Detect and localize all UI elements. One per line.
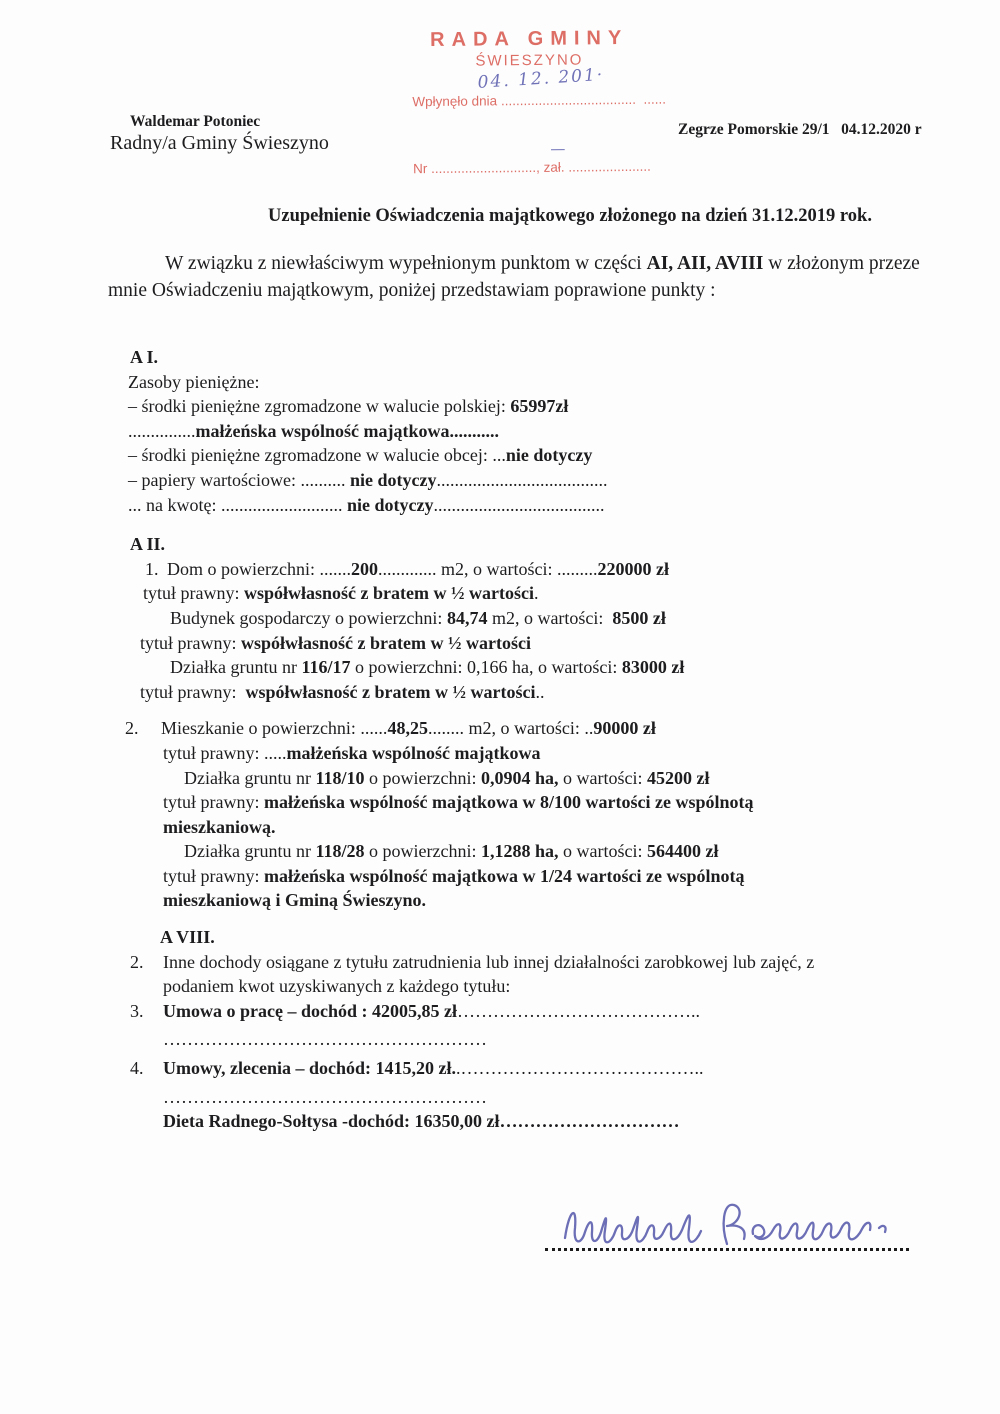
- text-segment: o powierzchni:: [364, 841, 481, 862]
- doc-line: [170, 655, 950, 680]
- text-segment: tytuł prawny:: [140, 632, 241, 653]
- text-segment: …………………………………..: [456, 1000, 700, 1021]
- text-segment: Działka gruntu nr: [184, 767, 316, 788]
- document-title: Uzupełnienie Oświadczenia majątkowego złożonego na dzień 31.12.2019 rok.: [268, 206, 872, 226]
- text-segment: ........ m2, o wartości: ..: [427, 718, 594, 739]
- text-segment: ………………………………………………: [163, 1029, 487, 1050]
- text-segment: nie dotyczy: [505, 445, 593, 466]
- doc-line: [184, 766, 950, 791]
- declarant-block: [110, 113, 329, 155]
- item-number: 4.: [130, 1058, 144, 1079]
- doc-line: [163, 1109, 950, 1134]
- item-number: 1.: [145, 558, 159, 579]
- text-segment: Dom o powierzchni: .......: [167, 558, 351, 579]
- doc-line: [128, 419, 950, 444]
- text-segment: 65997zł: [510, 396, 569, 417]
- doc-line: [163, 1085, 950, 1110]
- text-segment: 83000 zł: [621, 657, 685, 678]
- text-segment: Umowy, zlecenia – dochód: 1415,20 zł.: [163, 1058, 456, 1079]
- text-segment: tytuł prawny:: [140, 681, 246, 702]
- text-segment: ......................................: [433, 494, 605, 515]
- text-segment: nie dotyczy: [346, 494, 434, 515]
- text-segment: Inne dochody osiągane z tytułu zatrudnienia lub innej działalności zarobkowej lub zajęć, z: [163, 951, 815, 972]
- doc-line: [184, 839, 950, 864]
- item-number: 2.: [130, 951, 144, 972]
- signature-area: [545, 1196, 911, 1256]
- stamp-received-label: Wpłynęło dnia .................................... ......: [412, 91, 667, 110]
- doc-line: [163, 815, 950, 840]
- declarant-name: Waldemar Potoniec: [130, 113, 261, 130]
- text-segment: m2, o wartości:: [487, 607, 613, 628]
- text-segment: 84,74: [446, 607, 488, 628]
- text-segment: współwłasność z bratem w ½ wartości: [241, 632, 531, 653]
- text-segment: podaniem kwot uzyskiwanych z każdego tytułu:: [163, 976, 511, 997]
- text-segment: o wartości:: [558, 767, 647, 788]
- doc-line: [130, 950, 950, 975]
- stamp-nr-label: Nr ............................, zał. ......................: [412, 158, 651, 177]
- section-heading: [160, 925, 950, 950]
- text-segment: o powierzchni:: [364, 767, 481, 788]
- handwritten-signature: [551, 1194, 905, 1254]
- item-number: 3.: [130, 1000, 144, 1021]
- doc-line: [128, 493, 950, 518]
- stamp-nr-line: [390, 139, 671, 207]
- text-segment: ...............: [128, 420, 196, 441]
- text-segment: …………………………: [499, 1111, 680, 1132]
- doc-line: [143, 581, 950, 606]
- text-segment: 90000 zł: [593, 718, 656, 739]
- text-segment: 48,25: [387, 718, 428, 739]
- place-and-date: Zegrze Pomorskie 29/1 04.12.2020 r: [678, 121, 922, 138]
- doc-line: [128, 394, 950, 419]
- text-segment: nie dotyczy: [349, 469, 437, 490]
- text-segment: – środki pieniężne zgromadzone w walucie obcej: ...: [128, 445, 506, 466]
- text-segment: ..: [535, 681, 545, 702]
- text-segment: Budynek gospodarczy o powierzchni:: [170, 607, 447, 628]
- text-segment: o wartości:: [558, 841, 647, 862]
- text-segment: ......................................: [436, 469, 608, 490]
- text-segment: tytuł prawny:: [143, 583, 244, 604]
- item-number: 2.: [125, 718, 139, 739]
- text-segment: ............. m2, o wartości: .........: [377, 558, 598, 579]
- stamp-org-name: RADA GMINY: [430, 26, 629, 52]
- text-segment: 116/17: [301, 657, 351, 678]
- text-segment: 45200 zł: [646, 767, 710, 788]
- text-segment: 220000 zł: [597, 558, 669, 579]
- doc-line: [145, 557, 950, 582]
- doc-line: [125, 716, 950, 741]
- section-heading: [130, 532, 950, 557]
- text-segment: małżeńska wspólność majątkowa...........: [195, 420, 500, 441]
- doc-line: [128, 468, 950, 493]
- text-segment: Dieta Radnego-Sołtysa -dochód: 16350,00 zł: [163, 1111, 500, 1132]
- doc-line: [128, 443, 950, 468]
- doc-line: [140, 680, 950, 705]
- document-body: [110, 345, 950, 1134]
- doc-line: [163, 864, 950, 889]
- text-segment: Działka gruntu nr: [184, 841, 316, 862]
- declarant-role: Radny/a Gminy Świeszyno: [110, 132, 329, 154]
- doc-line: [163, 790, 950, 815]
- intro-paragraph: [108, 250, 926, 304]
- text-segment: mieszkaniową i Gminą Świeszyno.: [163, 890, 427, 911]
- text-segment: ………………………………………………: [163, 1086, 487, 1107]
- doc-line: [163, 888, 950, 913]
- text-segment: 8500 zł: [612, 607, 666, 628]
- handwritten-date: 04. 12. 201·: [477, 64, 605, 93]
- text-segment: – środki pieniężne zgromadzone w walucie polskiej:: [128, 396, 511, 417]
- text-segment: – papiery wartościowe: ..........: [128, 469, 350, 490]
- doc-line: [163, 974, 950, 999]
- text-segment: W związku z niewłaściwym wypełnionym punktom w części: [165, 253, 647, 274]
- text-segment: 118/28: [315, 841, 365, 862]
- text-segment: małżeńska wspólność majątkowa: [286, 742, 541, 763]
- text-segment: Zasoby pieniężne:: [128, 371, 260, 392]
- text-segment: małżeńska wspólność majątkowa w 1/24 wartości ze wspólnotą: [264, 865, 745, 886]
- doc-line: [163, 741, 950, 766]
- doc-line: [128, 370, 950, 395]
- doc-line: [140, 631, 950, 656]
- text-segment: A VIII.: [160, 927, 215, 948]
- text-segment: współwłasność z bratem w ½ wartości: [244, 583, 534, 604]
- text-segment: 200: [350, 558, 378, 579]
- text-segment: ... na kwotę: ...........................: [128, 494, 347, 515]
- handwritten-dash: —: [550, 139, 566, 158]
- text-segment: 564400 zł: [646, 841, 719, 862]
- doc-line: [170, 606, 950, 631]
- text-segment: .…………………………………..: [455, 1058, 704, 1079]
- text-segment: współwłasność z bratem w ½ wartości: [245, 681, 536, 702]
- section-heading: [130, 345, 950, 370]
- text-segment: o powierzchni: 0,166 ha, o wartości:: [350, 657, 622, 678]
- doc-line: [130, 999, 950, 1024]
- text-segment: tytuł prawny:: [163, 792, 264, 813]
- text-segment: Mieszkanie o powierzchni: ......: [161, 718, 388, 739]
- stamp-org-location: ŚWIESZYNO: [475, 51, 584, 70]
- text-segment: tytuł prawny:: [163, 865, 264, 886]
- text-segment: w złożonym przeze mnie Oświadczeniu majątkowym, poniżej przedstawiam poprawione punkty :: [108, 253, 920, 301]
- text-segment: 1,1288 ha,: [480, 841, 559, 862]
- text-segment: .: [533, 583, 539, 604]
- text-segment: Działka gruntu nr: [170, 657, 302, 678]
- receipt-stamp: [389, 27, 671, 207]
- doc-line: [130, 1056, 950, 1081]
- text-segment: 0,0904 ha,: [480, 767, 559, 788]
- text-segment: AI, AII, AVIII: [646, 253, 764, 274]
- text-segment: 118/10: [315, 767, 365, 788]
- text-segment: mieszkaniową.: [163, 816, 276, 837]
- text-segment: małżeńska wspólność majątkowa w 8/100 wartości ze wspólnotą: [264, 792, 754, 813]
- text-segment: A I.: [130, 347, 159, 367]
- stamp-received-line: [390, 64, 671, 140]
- text-segment: Umowa o pracę – dochód : 42005,85 zł: [163, 1000, 457, 1021]
- doc-line: [163, 1027, 950, 1052]
- text-segment: tytuł prawny: .....: [163, 742, 287, 763]
- text-segment: A II.: [130, 534, 166, 555]
